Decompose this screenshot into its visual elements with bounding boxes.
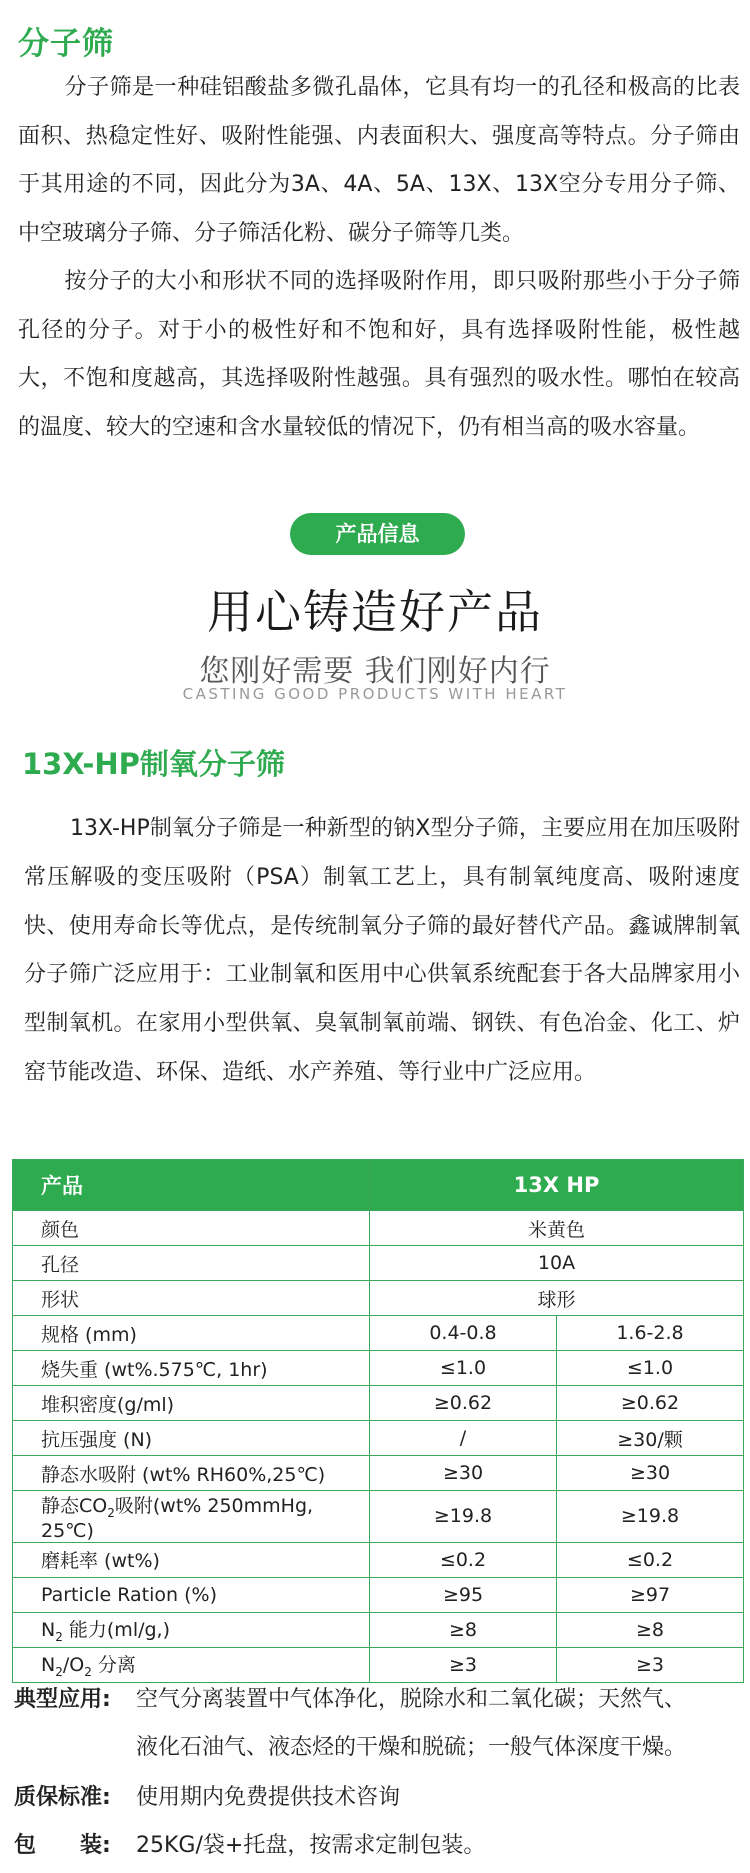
row-value-b: ≥8 <box>557 1612 744 1647</box>
typical-application-line1: 空气分离装置中气体净化，脱除水和二氧化碳；天然气、 <box>136 1687 687 1712</box>
row-value-a: ≤0.2 <box>370 1542 557 1577</box>
table-row <box>13 1577 744 1612</box>
row-value-b: ≥0.62 <box>557 1386 744 1421</box>
table-row <box>13 1351 744 1386</box>
intro-paragraph-2: 按分子的大小和形状不同的选择吸附作用，即只吸附那些小于分子筛孔径的分子。对于小的极性好和不饱和好，具有选择吸附性能，极性越大，不饱和度越高，其选择吸附性越强。具有强烈的吸水性。哪怕在较高的温度、较大的空速和含水量较低的情况下，仍有相当高的吸水容量。 <box>18 269 740 440</box>
product-description: 13X-HP制氧分子筛是一种新型的钠X型分子筛，主要应用在加压吸附常压解吸的变压吸附（PSA）制氧工艺上，具有制氧纯度高、吸附速度快、使用寿命长等优点，是传统制氧分子筛的最好替代产品。鑫诚牌制氧分子筛广泛应用于：工业制氧和医用中心供氧系统配套于各大品牌家用小型制氧机。在家用小型供氧、臭氧制氧前端、钢铁、有色冶金、化工、炉窑节能改造、环保、造纸、水产养殖、等行业中广泛应用。 <box>24 816 740 1085</box>
row-value-a: ≥95 <box>370 1577 557 1612</box>
row-value-a: ≥30 <box>370 1456 557 1491</box>
row-label: 磨耗率 (wt%) <box>13 1542 370 1577</box>
typical-application <box>14 1676 686 1772</box>
row-label: 堆积密度(g/ml) <box>13 1386 370 1421</box>
row-label: 抗压强度 (N) <box>13 1421 370 1456</box>
slogan-english: CASTING GOOD PRODUCTS WITH HEART <box>182 685 568 703</box>
row-value-b: ≥19.8 <box>557 1491 744 1543</box>
intro-paragraph-1: 分子筛是一种硅铝酸盐多微孔晶体，它具有均一的孔径和极高的比表面积、热稳定性好、吸附性能强、内表面积大、强度高等特点。分子筛由于其用途的不同，因此分为3A、4A、5A、13X、13X空分专用分子筛、中空玻璃分子筛、分子筛活化粉、碳分子筛等几类。 <box>18 75 740 246</box>
product-info-pill: 产品信息 <box>290 513 465 555</box>
typical-application-label: 典型应用: <box>14 1687 111 1712</box>
header-model: 13X HP <box>370 1160 744 1211</box>
row-value-a: ≥3 <box>370 1647 557 1682</box>
row-value-a: / <box>370 1421 557 1456</box>
row-value-a: ≥19.8 <box>370 1491 557 1543</box>
packaging-label: 包 装: <box>14 1833 111 1858</box>
quality-standard-label: 质保标准: <box>14 1785 111 1810</box>
section-title-molecular-sieve: 分子筛 <box>18 26 114 62</box>
packaging <box>14 1822 485 1870</box>
row-value: 10A <box>370 1246 744 1281</box>
row-value-a: ≤1.0 <box>370 1351 557 1386</box>
row-label: 规格 (mm) <box>13 1316 370 1351</box>
row-value-b: ≥97 <box>557 1577 744 1612</box>
table-row <box>13 1246 744 1281</box>
table-row <box>13 1316 744 1351</box>
spec-table <box>12 1159 744 1683</box>
row-label: 烧失重 (wt%.575℃, 1hr) <box>13 1351 370 1386</box>
row-value: 球形 <box>370 1281 744 1316</box>
typical-application-line2: 液化石油气、液态烃的干燥和脱硫；一般气体深度干燥。 <box>136 1735 687 1760</box>
header-product: 产品 <box>13 1160 370 1211</box>
row-label: $N_2/O_2$ 分离 <box>13 1647 370 1682</box>
row-value-b: ≥3 <box>557 1647 744 1682</box>
table-row <box>13 1542 744 1577</box>
row-value-a: ≥0.62 <box>370 1386 557 1421</box>
quality-standard <box>14 1774 400 1822</box>
slogan-subline: 您刚好需要 我们刚好内行 <box>199 654 551 689</box>
row-label: 孔径 <box>13 1246 370 1281</box>
table-row <box>13 1491 744 1543</box>
table-row <box>13 1421 744 1456</box>
row-value-b: 1.6-2.8 <box>557 1316 744 1351</box>
row-value-b: ≤0.2 <box>557 1542 744 1577</box>
slogan-headline: 用心铸造好产品 <box>207 585 543 639</box>
row-label: 静态水吸附 (wt% RH60%,25℃) <box>13 1456 370 1491</box>
table-header-row <box>13 1160 744 1211</box>
row-value-b: ≥30 <box>557 1456 744 1491</box>
row-value: 米黄色 <box>370 1211 744 1246</box>
section-title-13x-hp: 13X-HP制氧分子筛 <box>22 747 285 781</box>
table-row <box>13 1612 744 1647</box>
table-row <box>13 1281 744 1316</box>
row-value-a: ≥8 <box>370 1612 557 1647</box>
row-label: Particle Ration (%) <box>13 1577 370 1612</box>
row-value-b: ≤1.0 <box>557 1351 744 1386</box>
packaging-value: 25KG/袋+托盘，按需求定制包装。 <box>136 1833 486 1858</box>
table-row <box>13 1386 744 1421</box>
row-label: $N_2$ 能力(ml/g,) <box>13 1612 370 1647</box>
row-label: 颜色 <box>13 1211 370 1246</box>
table-row <box>13 1211 744 1246</box>
quality-standard-value: 使用期内免费提供技术咨询 <box>136 1785 401 1810</box>
row-value-b: ≥30/颗 <box>557 1421 744 1456</box>
table-row <box>13 1456 744 1491</box>
row-label: 静态$CO_2$吸附(wt% 250mmHg, 25℃) <box>13 1491 370 1543</box>
row-value-a: 0.4-0.8 <box>370 1316 557 1351</box>
row-label: 形状 <box>13 1281 370 1316</box>
